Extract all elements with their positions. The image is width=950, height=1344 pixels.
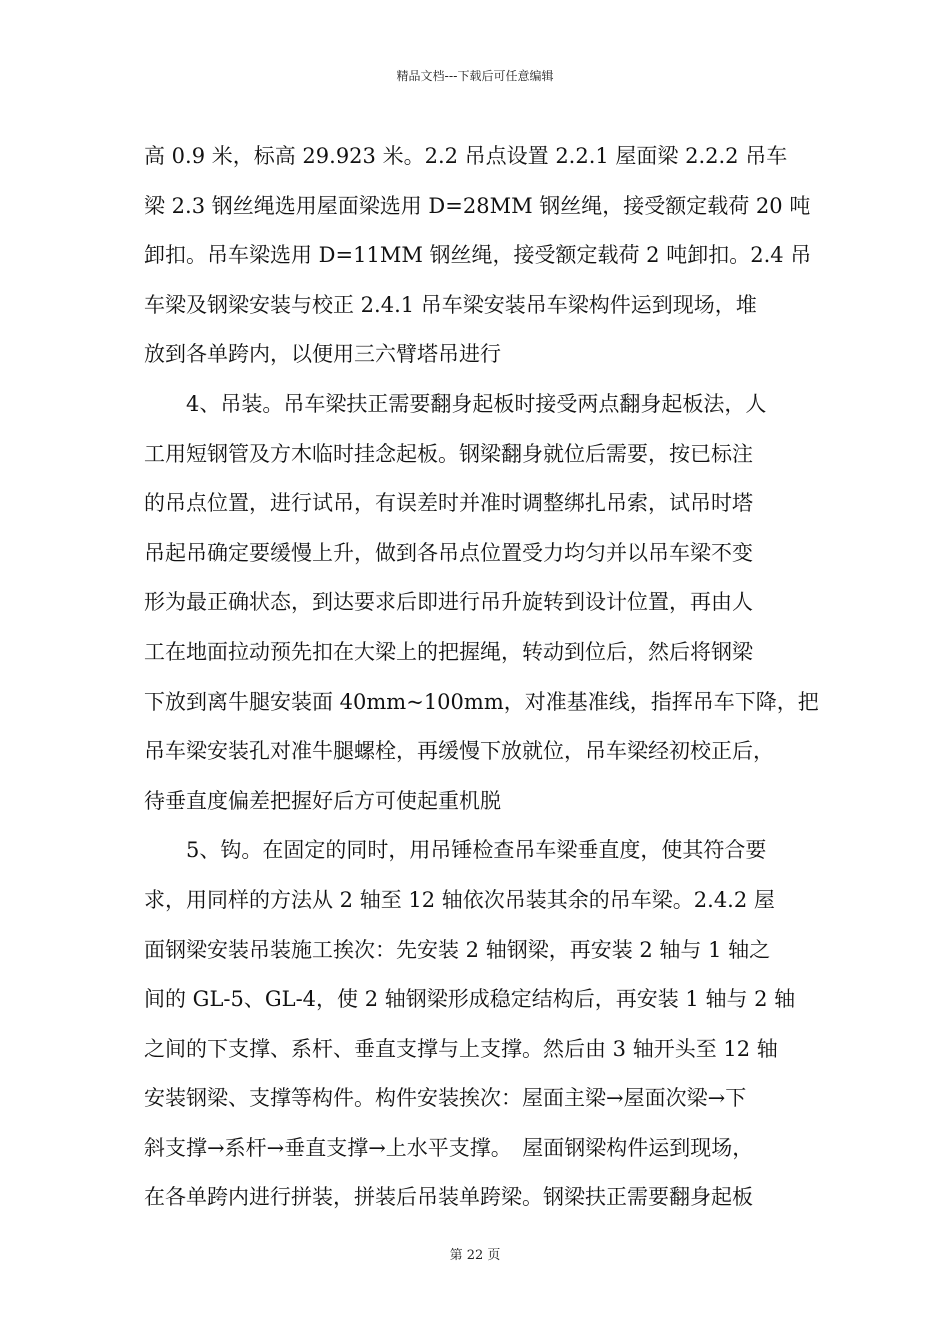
text-line: 待垂直度偏差把握好后方可使起重机脱 [144,788,501,813]
text-line: 在各单跨内进行拼装，拼装后吊装单跨梁。钢梁扶正需要翻身起板 [144,1185,753,1210]
text-line: 吊车梁安装孔对准牛腿螺栓，再缓慢下放就位，吊车梁经初校正后， [144,739,774,764]
text-line: 之间的下支撑、系杆、垂直支撑与上支撑。然后由 3 轴开头至 12 轴 [144,1036,778,1061]
text-line: 高 0.9 米，标高 29.923 米。2.2 吊点设置 2.2.1 屋面梁 2.2.2 吊车 [144,144,788,168]
text-line: 面钢梁安装吊装施工挨次：先安装 2 轴钢梁，再安装 2 轴与 1 轴之 [144,937,771,962]
document-body [144,132,824,1223]
text-line: 工在地面拉动预先扣在大梁上的把握绳，转动到位后，然后将钢梁 [144,639,753,664]
text-line: 求，用同样的方法从 2 轴至 12 轴依次吊装其余的吊车梁。2.4.2 屋 [144,887,775,912]
text-line: 形为最正确状态，到达要求后即进行吊升旋转到设计位置，再由人 [144,590,753,615]
text-line: 下放到离牛腿安装面 40mm~100mm，对准基准线，指挥吊车下降，把 [144,689,819,714]
page-header: 精品文档---下载后可任意编辑 [396,69,554,83]
text-line: 间的 GL-5、GL-4，使 2 轴钢梁形成稳定结构后，再安装 1 轴与 2 轴 [144,987,796,1012]
text-line: 工用短钢管及方木临时挂念起板。钢梁翻身就位后需要，按已标注 [144,441,753,466]
text-line: 4、吊装。吊车梁扶正需要翻身起板时接受两点翻身起板法，人 [144,391,767,416]
text-line: 车梁及钢梁安装与校正 2.4.1 吊车梁安装吊车梁构件运到现场，堆 [144,292,757,317]
text-line: 卸扣。吊车梁选用 D=11MM 钢丝绳，接受额定载荷 2 吨卸扣。2.4 吊 [144,243,812,268]
text-line: 的吊点位置，进行试吊，有误差时并准时调整绑扎吊索，试吊时塔 [144,491,753,516]
text-line: 吊起吊确定要缓慢上升，做到各吊点位置受力均匀并以吊车梁不变 [144,540,753,565]
text-line: 梁 2.3 钢丝绳选用屋面梁选用 D=28MM 钢丝绳，接受额定载荷 20 吨 [144,193,811,218]
page-number: 第 22 页 [449,1248,501,1263]
text-line: 5、钩。在固定的同时，用吊锤检查吊车梁垂直度，使其符合要 [144,838,767,863]
text-line: 斜支撑→系杆→垂直支撑→上水平支撑。 屋面钢梁构件运到现场， [144,1135,754,1160]
text-line: 放到各单跨内，以便用三六臂塔吊进行 [144,342,501,367]
text-line: 安装钢梁、支撑等构件。构件安装挨次：屋面主梁→屋面次梁→下 [144,1086,747,1111]
